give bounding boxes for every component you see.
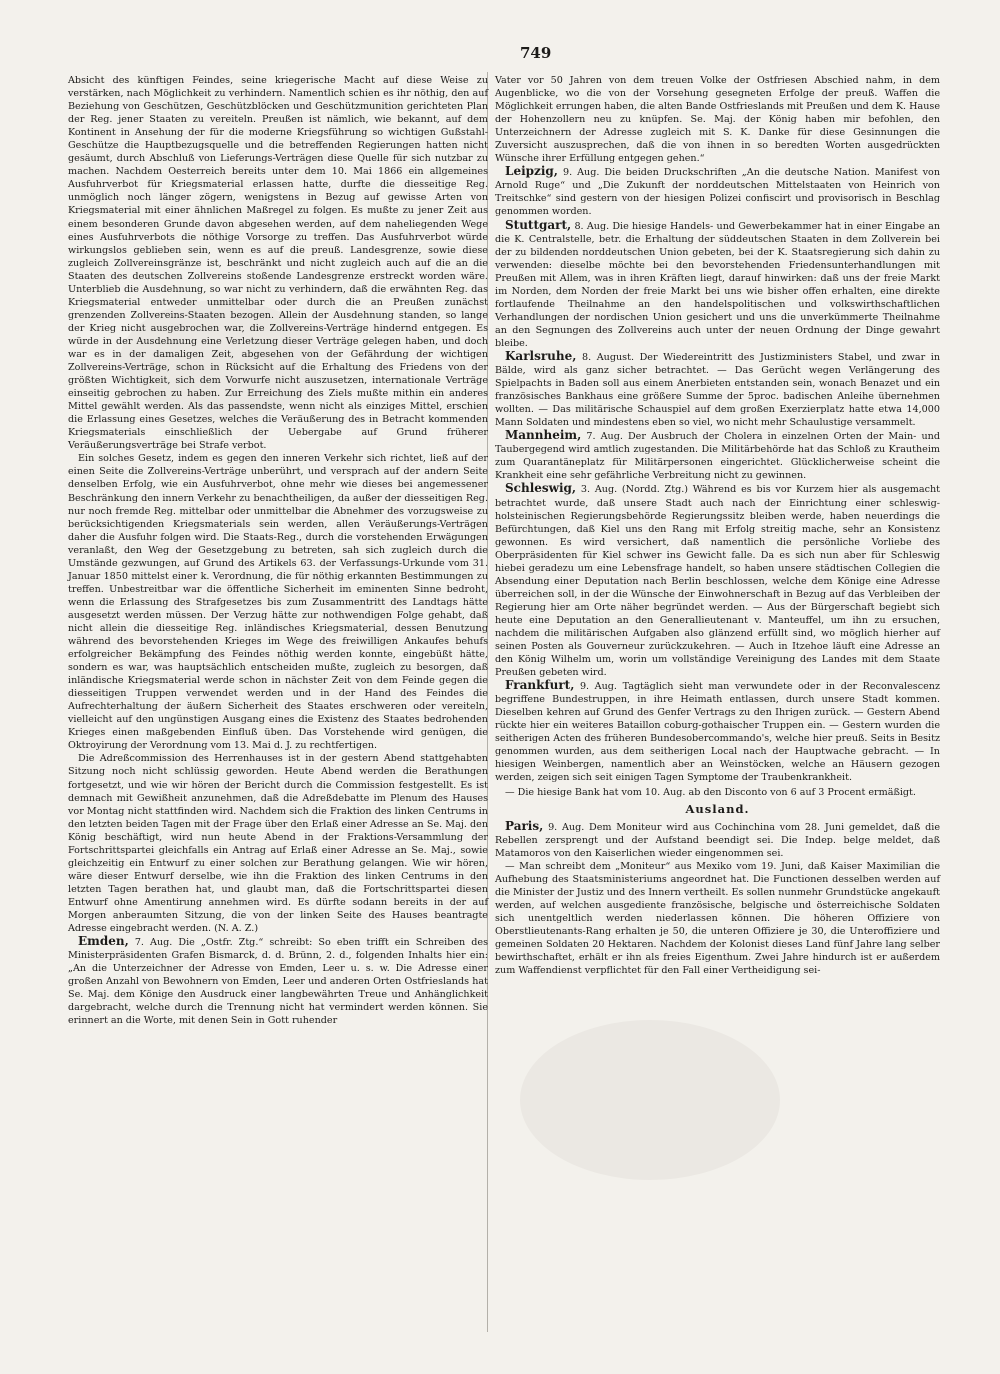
dateline-place: Mannheim, [505,428,582,443]
report-paris-more: — Man schreibt dem „Moniteur“ aus Mexiko vom 19. Juni, daß Kaiser Maximilian die Aufhebung des Staatsministeriums angeordnet hat. Die Functionen desselben werden auf die Minister der Justiz und des Innern vertheilt. Es sollen nunmehr Grundstücke angekauft werden, auf welchen ausgediente französische, belgische und österreichische Soldaten sich unentgeltlich werden niederlassen können. Die höheren Offiziere von Oberstlieutenants-Rang erhalten je 50, die unteren Offiziere je 30, die Unteroffiziere und gemeinen Soldaten 20 Hektaren. Nachdem der Kolonist dieses Land fünf Jahre lang selber bewirthschaftet, erhält er ihn als freies Eigenthum. Zwei Jahre hindurch ist er außerdem zum Waffendienst verpflichtet für den Fall einer Vertheidigung sei- [495,860,940,977]
dateline-place: Frankfurt, [505,678,575,693]
page-number: 749 [520,44,552,62]
dateline-place: Leipzig, [505,164,558,179]
report-paris [495,820,940,860]
report-text: 7. Aug. Der Ausbruch der Cholera in einzelnen Orten der Main- und Taubergegend wird amtlich zugestanden. Die Militärbehörde hat das Schloß zu Krautheim zum Quarantäneplatz für Militärpersonen eingerichtet. Glücklicherweise scheint die Krankheit eine sehr gefährliche Verbreitung nicht zu gewinnen. [495,431,940,482]
dateline-place: Karlsruhe, [505,348,577,363]
report-mannheim [495,429,940,482]
report-stuttgart [495,219,940,350]
article-paragraph: Die Adreßcommission des Herrenhauses ist in der gestern Abend stattgehabten Sitzung noch nicht schlüssig geworden. Heute Abend werden die Berathungen fortgesetzt, und wie wir hören der Bericht durch die Commission festgestellt. Es ist demnach mit Gewißheit anzunehmen, daß die Adreßdebatte im Plenum des Hauses vor Montag nicht stattfinden wird. Nachdem sich die Fraktion des linken Centrums in den letzten beiden Tagen mit der Frage über den Erlaß einer Adresse an Se. Maj. den König beschäftigt, wird nun heute Abend in der Fraktions-Versammlung der Fortschrittspartei gleichfalls ein Antrag auf Erlaß einer Adresse an Se. Maj., sowie gleichzeitig ein Entwurf zu einer solchen zur Berathung gelangen. Wie wir hören, wäre dieser Entwurf derselbe, wie ihn die Fraktion des linken Centrums in den letzten Tagen berathen hat, und glaubt man, daß die Fortschrittspartei diesen Entwurf ohne Amentirung annehmen wird. Es dürfte sodann bereits in der auf Morgen anberaumten Sitzung, die von der linken Seite des Hauses beantragte Adresse eingebracht werden. (N. A. Z.) [68,753,488,935]
section-header-ausland: Ausland. [685,801,750,816]
left-column [68,74,488,1027]
dateline-place: Stuttgart, [505,217,572,232]
report-leipzig [495,165,940,218]
article-paragraph: Ein solches Gesetz, indem es gegen den inneren Verkehr sich richtet, ließ auf der einen Seite die Zollvereins-Verträge unberührt, und versprach auf der andern Seite denselben Erfolg, wie ein Ausfuhrverbot, ohne mehr wie dieses bei angemessener Beschränkung den innern Verkehr zu benachtheiligen, da außer der diesseitigen Reg. nur noch fremde Reg. mittelbar oder unmittelbar die Abnehmer des vorzugsweise zu berücksichtigenden Kriegsmaterials sein werden, allen Veräußerungs-Verträgen daher die Ausfuhr folgen wird. Die Staats-Reg., durch die vorstehenden Erwägungen veranlaßt, den Weg der Gesetzgebung zu betreten, sah sich zugleich durch die Umstände gezwungen, auf Grund des Artikels 63. der Verfassungs-Urkunde vom 31. Januar 1850 mittelst einer k. Verordnung, die für nöthig erkannten Bestimmungen zu treffen. Unbestreitbar war die öffentliche Sicherheit im eminenten Sinne bedroht, wenn die Erlassung des Strafgesetzes bis zum Zusammentritt des Landtags hätte ausgesetzt werden müssen. Der Verzug hätte zur nothwendigen Folge gehabt, daß nicht allein die diesseitige Reg. inländisches Kriegsmaterial, dessen Benutzung während des bevorstehenden Krieges im Wege des freiwilligen Ankaufes behufs erfolgreicher Bekämpfung des Feindes nöthig werden konnte, eingebüßt hätte, sondern es war, was hauptsächlich entscheiden mußte, zugleich zu besorgen, daß inländische Kriegsmaterial werde schon in nächster Zeit von dem Feinde gegen die diesseitigen Truppen verwendet werden und in der Hand des Feindes die Aufrechterhaltung der äußern Sicherheit des Staates erschweren oder vereiteln, vielleicht auf den ungünstigen Ausgang eines die Existenz des Staates bedrohenden Krieges einen maßgebenden Einfluß üben. Das Vorstehende wird genügen, die Oktroyirung der Verordnung vom 13. Mai d. J. zu rechtfertigen. [68,453,488,752]
report-text: 9. Aug. Dem Moniteur wird aus Cochinchina vom 28. Juni gemeldet, daß die Rebellen zersprengt und der Aufstand beendigt sei. Die Indep. belge meldet, daß Matamoros von den Kaiserlichen wieder eingenommen sei. [495,821,940,859]
dateline-place: Paris, [505,818,544,833]
report-text: 8. Aug. Die hiesige Handels- und Gewerbekammer hat in einer Eingabe an die K. Centralstelle, betr. die Erhaltung der süddeutschen Staaten in dem Zollverein bei der zu bildenden norddeutschen Union gebeten, bei der K. Staatsregierung sich dahin zu verwenden: dieselbe möchte bei den bevorstehenden Friedensunterhandlungen mit Preußen mit Allem, was in ihren Kräften liegt, darauf hinwirken: daß uns der freie Markt im Norden, dem Norden der freie Markt bei uns wie bisher offen erhalten, eine direkte fortlaufende Theilnahme an den handelspolitischen und volkswirthschaftlichen Verhandlungen der nordischen Union gesichert und uns die unverkümmerte Theilnahme an den Segnungen des Zollvereins auch unter der neuen Ordnung der Dinge gewahrt bleibe. [495,220,940,349]
report-text: 3. Aug. (Nordd. Ztg.) Während es bis vor Kurzem hier als ausgemacht betrachtet wurde, daß unsere Stadt auch nach der Einrichtung einer schleswig-holsteinischen Regierungsbehörde Regierungssitz bleiben werde, haben neuerdings die Befürchtungen, daß Kiel uns den Rang mit Erfolg streitig mache, sehr an Konsistenz gewonnen. Es wird versichert, daß namentlich die persönliche Vorliebe des Oberpräsidenten für Kiel schwer ins Gewicht falle. Da es sich nun aber für Schleswig hiebei geradezu um eine Lebensfrage handelt, so haben unsere städtischen Collegien die Absendung einer Deputation nach Berlin beschlossen, welche dem Könige eine Adresse überreichen soll, in der die Wünsche der Einwohnerschaft in Bezug auf das Verbleiben der Regierung hier am Orte näher begründet werden. — Aus der Bürgerschaft begiebt sich heute eine Deputation an den Generallieutenant v. Manteuffel, um ihn zu ersuchen, nachdem die militärischen Aufgaben also glänzend erfüllt sind, wo möglich hierher auf seinen Posten als Gouverneur zurückzukehren. — Auch in Itzehoe läuft eine Adresse an den König Wilhelm um, worin um vollständige Vereinigung des Landes mit dem Staate Preußen gebeten wird. [495,484,940,679]
report-bank [495,785,940,799]
report-schleswig [495,482,940,679]
report-text: 9. Aug. Die beiden Druckschriften „An die deutsche Nation. Manifest von Arnold Ruge“ und „Die Zukunft der norddeutschen Mittelstaaten von Heinrich von Treitschke“ sind gestern von der hiesigen Polizei confiscirt und provisorisch in Beschlag genommen worden. [495,167,940,218]
dateline-place: Emden, [78,934,129,949]
newspaper-page [40,36,970,1336]
report-text: 7. Aug. Die „Ostfr. Ztg.“ schreibt: So eben trifft ein Schreiben des Ministerpräsidenten Grafen Bismarck, d. d. Brünn, 2. d., folgenden Inhalts hier ein: „An die Unterzeichner der Adresse von Emden, Leer u. s. w. Die Adresse einer großen Anzahl von Bewohnern von Emden, Leer und anderen Orten Ostfrieslands hat Se. Maj. dem Könige den Ausdruck einer langbewährten Treue und Anhänglichkeit dargebracht, welche durch die Trennung nicht hat vermindert werden können. Sie erinnert an die Worte, mit denen Sein in Gott ruhender [68,937,488,1027]
report-text: — Die hiesige Bank hat vom 10. Aug. ab den Disconto von 6 auf 3 Procent ermäßigt. [505,786,916,798]
article-paragraph: Absicht des künftigen Feindes, seine kriegerische Macht auf diese Weise zu verstärken, nach Möglichkeit zu verhindern. Namentlich schien es ihr nöthig, den auf Beziehung von Geschützen, Geschützblöcken und Geschützmunition gerichteten Plan der Reg. jener Staaten zu vereiteln. Preußen ist nämlich, wie bekannt, auf dem Kontinent in Ansehung der für die moderne Kriegsführung so wichtigen Gußstahl-Geschütze die Hauptbezugsquelle und die betreffenden Regierungen hatten nicht gesäumt, durch Abschluß von Lieferungs-Verträgen diese Quelle für sich nutzbar zu machen. Nachdem Oesterreich bereits unter dem 10. Mai 1866 ein allgemeines Ausfuhrverbot für Kriegsmaterial erlassen hatte, durfte die diesseitige Reg. unmöglich noch länger zögern, wenigstens in Bezug auf gewisse Arten von Kriegsmaterial mit einer ähnlichen Maßregel zu folgen. Es mußte zu jener Zeit aus einem besonderen Grunde davon abgesehen werden, auf dem naheliegenden Wege eines Ausfuhrverbots die nöthige Vorsorge zu treffen. Das Ausfuhrverbot würde wirkungslos geblieben sein, wenn es auf die preuß. Landesgrenze, sowie diese zugleich Zollvereinsgränze ist, beschränkt und nicht zugleich auch auf die an die Staaten des deutschen Zollvereins stoßende Landesgrenze erstreckt worden wäre. Unterblieb die Ausdehnung, so war nicht zu verhindern, daß die erwähnten Reg. das Kriegsmaterial entweder unmittelbar oder durch die an Preußen zunächst grenzenden Zollvereins-Staaten bezogen. Allein der Ausdehnung standen, so lange der Krieg nicht ausgebrochen war, die Zollvereins-Verträge hindernd entgegen. Es würde in der Ausdehnung eine Verletzung dieser Verträge gelegen haben, und doch war es in der damaligen Zeit, abgesehen von der Gefährdung der wichtigen Zollvereins-Verträge, schon in Rücksicht auf die Erhaltung des Friedens von der größten Wichtigkeit, sich dem Vorwurfe nicht auszusetzen, internationale Verträge einseitig gebrochen zu haben. Zur Erreichung des Ziels mußte mithin ein anderes Mittel gewählt werden. Als das passendste, wenn nicht als einziges Mittel, erschien die Erlassung eines Gesetzes, welches die Veräußerung des in Betracht kommenden Kriegsmaterials einschließlich der Uebergabe auf Grund früherer Veräußerungsverträge bei Strafe verbot. [68,75,488,452]
dateline-place: Schleswig, [505,481,577,496]
report-frankfurt [495,679,940,784]
report-text: 9. Aug. Tagtäglich sieht man verwundete oder in der Reconvalescenz begriffene Bundestruppen, in ihre Heimath entlassen, durch unsere Stadt kommen. Dieselben kehren auf Grund des Genfer Vertrags zu den Ihrigen zurück. — Gestern Abend rückte hier ein weiteres Bataillon coburg-gothaischer Truppen ein. — Gestern wurden die seitherigen Acten des früheren Bundesobercommando's, welche hier preuß. Seits in Besitz genommen wurden, aus dem seitherigen Local nach der Hauptwache gebracht. — In hiesigen Weinbergen, namentlich aber an Weinstöcken, welche an Häusern gezogen werden, zeigen sich seit einigen Tagen Symptome der Traubenkrankheit. [495,681,940,784]
right-column [495,74,940,977]
article-paragraph: Vater vor 50 Jahren von dem treuen Volke der Ostfriesen Abschied nahm, in dem Augenblicke, wo die von der Vorsehung gesegneten Erfolge der preuß. Waffen die Möglichkeit errungen haben, die alten Bande Ostfrieslands mit Preußen und dem K. Hause der Hohenzollern neu zu knüpfen. Se. Maj. der König haben mir befohlen, den Unterzeichnern der Adresse zugleich mit S. K. Danke für diese Gesinnungen die Zuversicht auszusprechen, daß die von ihnen in so beredten Worten ausgedrückten Wünsche ihrer Erfüllung entgegen gehen.“ [495,75,940,165]
report-text: 8. August. Der Wiedereintritt des Justizministers Stabel, und zwar in Bälde, wird als ganz sicher betrachtet. — Das Gerücht wegen Verlängerung des Spielpachts in Baden soll aus einem Anerbieten entstanden sein, wonach Benazet und ein französisches Bankhaus eine größere Summe der 5proc. badischen Anleihe übernehmen wollten. — Das militärische Schauspiel auf dem großen Exerzierplatz hatte etwa 14,000 Mann Soldaten und mindestens eben so viel, wo nicht mehr Schaulustige versammelt. [495,351,940,429]
report-karlsruhe [495,350,940,429]
report-emden [68,935,488,1027]
